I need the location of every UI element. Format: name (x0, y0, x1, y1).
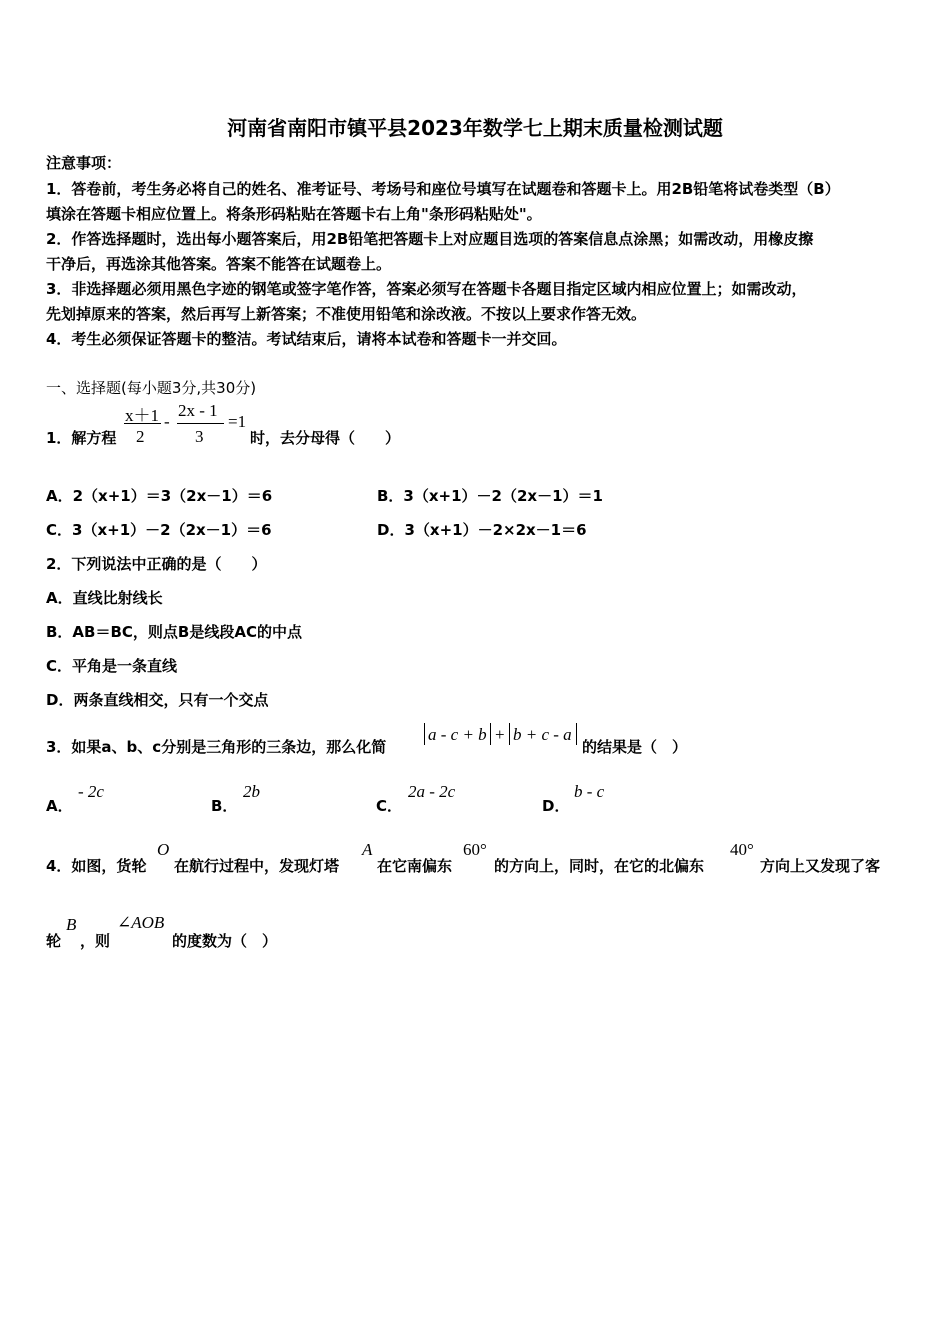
notice-line: 4．考生必须保证答题卡的整洁。考试结束后，请将本试卷和答题卡一并交回。 (46, 330, 567, 348)
q3-option-d-value: b - c (574, 782, 605, 801)
notice-line: 干净后，再选涂其他答案。答案不能答在试题卷上。 (46, 255, 392, 273)
q1-suffix: 时，去分母得（ ） (250, 429, 401, 447)
notice-heading: 注意事项： (46, 154, 122, 172)
q2-option-b: B．AB＝BC，则点B是线段AC的中点 (46, 623, 302, 641)
q3-option-d-label: D． (542, 797, 570, 815)
q1-option-c: C．3（x+1）－2（2x－1）＝6 (46, 521, 272, 539)
q4-text: 在它南偏东 (377, 857, 453, 875)
notice-line: 3．非选择题必须用黑色字迹的钢笔或签字笔作答，答案必须写在答题卡各题目指定区域内相应位置上；如需改动， (46, 280, 807, 298)
q1-option-a: A．2（x+1）＝3（2x－1）＝6 (46, 487, 273, 505)
q3-expr1: a - c + b (428, 725, 487, 744)
notice-line: 先划掉原来的答案，然后再写上新答案；不准使用铅笔和涂改液。不按以上要求作答无效。 (46, 305, 647, 323)
q1-fraction1-numerator: x＋1 (125, 406, 159, 425)
q3-abs-bar (509, 723, 510, 745)
q2-stem: 2．下列说法中正确的是（ ） (46, 555, 267, 573)
notice-line: 2．作答选择题时，选出每小题答案后，用2B铅笔把答题卡上对应题目选项的答案信息点涂黑；如需改动，用橡皮擦 (46, 230, 814, 248)
q4-point-b: B (66, 915, 77, 934)
page-title: 河南省南阳市镇平县2023年数学七上期末质量检测试题 (227, 116, 723, 140)
q4-text: 在航行过程中，发现灯塔 (174, 857, 340, 875)
q4-point-o: O (157, 840, 170, 859)
q1-rhs: =1 (228, 412, 247, 431)
notice-line: 填涂在答题卡相应位置上。将条形码粘贴在答题卡右上角"条形码粘贴处"。 (46, 205, 542, 223)
section-heading: 一、选择题(每小题3分,共30分) (46, 379, 257, 397)
q3-expr2: b + c - a (513, 725, 572, 744)
q3-option-b-label: B． (211, 797, 238, 815)
q4-text: ，则 (80, 932, 111, 950)
q1-fraction2-denominator: 3 (195, 427, 204, 446)
q4-angle-40: 40° (730, 840, 754, 859)
q4-text: 4．如图，货轮 (46, 857, 147, 875)
q4-text: 轮 (46, 932, 62, 950)
q2-option-c: C．平角是一条直线 (46, 657, 178, 675)
q1-option-d: D．3（x+1）－2×2x－1＝6 (377, 521, 587, 539)
q3-option-c-label: C． (376, 797, 403, 815)
q3-plus: + (495, 725, 505, 744)
q4-text: 方向上又发现了客 (760, 857, 881, 875)
q1-option-b: B．3（x+1）－2（2x－1）＝1 (377, 487, 603, 505)
q3-abs-bar (424, 723, 425, 745)
q4-angle-aob: ∠AOB (117, 913, 165, 932)
q4-point-a: A (362, 840, 373, 859)
q3-option-a-value: - 2c (78, 782, 104, 801)
q1-fraction2-bar (177, 423, 224, 424)
q4-text: 的度数为（ ） (172, 932, 278, 950)
q4-text: 的方向上，同时，在它的北偏东 (494, 857, 705, 875)
q3-abs-bar (490, 723, 491, 745)
q1-fraction1-bar (124, 423, 161, 424)
q1-minus: - (164, 412, 170, 431)
q1-fraction2-numerator: 2x - 1 (178, 401, 218, 420)
q3-prefix: 3．如果a、b、c分别是三角形的三条边，那么化简 (46, 738, 387, 756)
notice-line: 1．答卷前，考生务必将自己的姓名、准考证号、考场号和座位号填写在试题卷和答题卡上。用2B铅笔将试卷类型（B） (46, 180, 840, 198)
q3-option-a-label: A． (46, 797, 73, 815)
q2-option-a: A．直线比射线长 (46, 589, 163, 607)
q1-fraction1-denominator: 2 (136, 427, 145, 446)
q1-prefix: 1．解方程 (46, 429, 117, 447)
q3-suffix: 的结果是（ ） (582, 738, 688, 756)
q4-angle-60: 60° (463, 840, 487, 859)
q3-option-c-value: 2a - 2c (408, 782, 456, 801)
q3-abs-bar (576, 723, 577, 745)
q3-option-b-value: 2b (243, 782, 260, 801)
q2-option-d: D．两条直线相交，只有一个交点 (46, 691, 269, 709)
